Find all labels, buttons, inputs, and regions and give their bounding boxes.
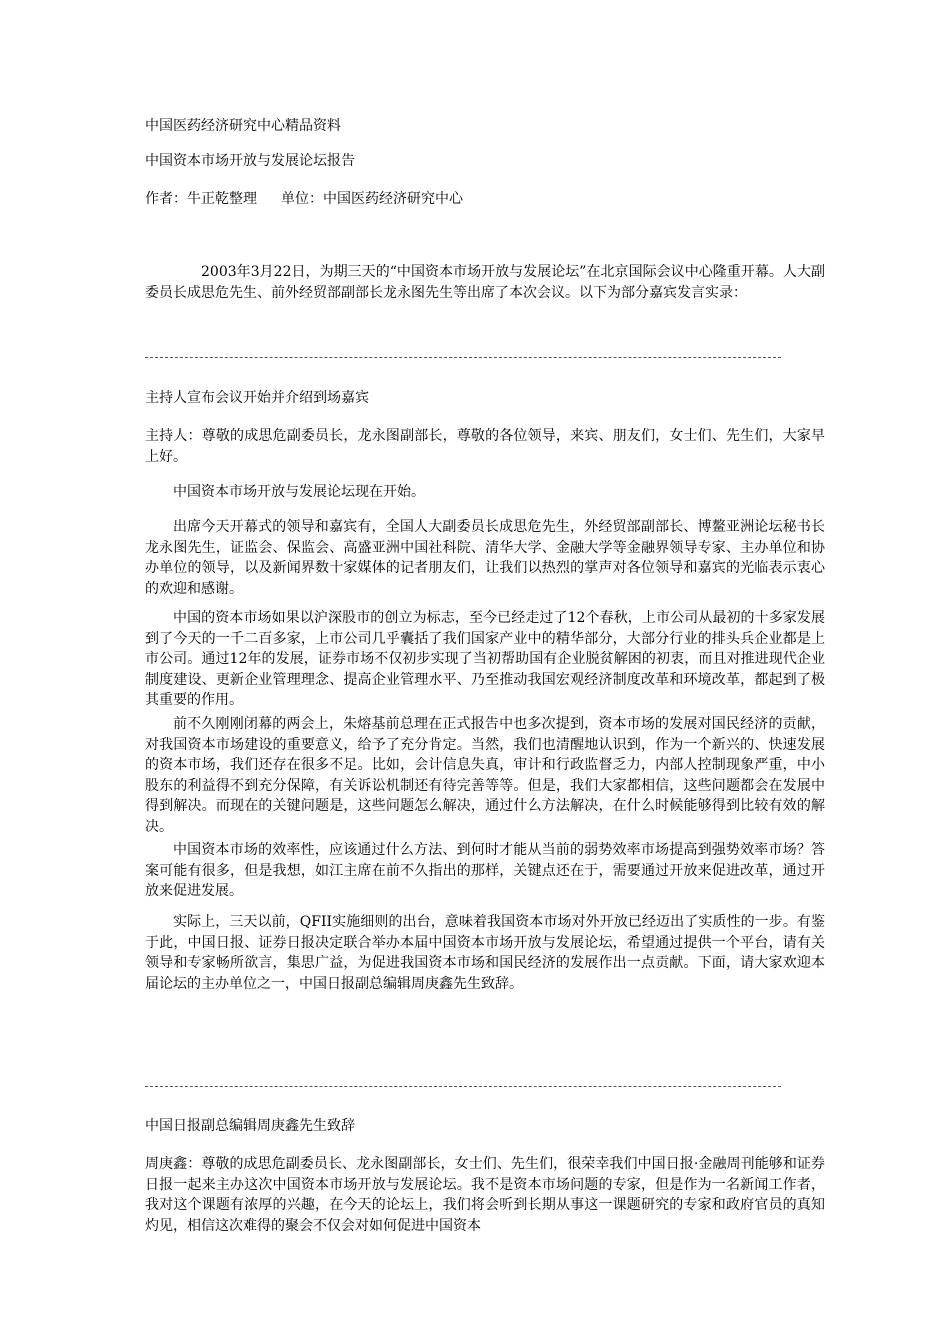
paragraph: 前不久刚刚闭幕的两会上，朱熔基前总理在正式报告中也多次提到，资本市场的发展对国民经济的贡献，对我国资本市场建设的重要意义，给予了充分肯定。当然，我们也清醒地认识到，作为一个新兴的、快速发展的资本市场，我们还存在很多不足。比如，会计信息失真，审计和行政监督乏力，内部人控制现象严重，中小股东的利益得不到充分保障，有关诉讼机制还有待完善等等。但是，我们大家都相信，这些问题都会在发展中得到解决。而现在的关键问题是，这些问题怎么解决，通过什么方法解决，在什么时候能够得到比较有效的解决。	[145, 716, 825, 835]
paragraph: 中国的资本市场如果以沪深股市的创立为标志，至今已经走过了12个春秋，上市公司从最初的十多家发展到了今天的一千二百多家，上市公司几乎囊括了我们国家产业中的精华部分，大部分行业的排头兵企业都是上市公司。通过12年的发展，证券市场不仅初步实现了当初帮助国有企业脱贫解困的初衷，而且对推进现代企业制度建设、更新企业管理理念、提高企业管理水平、乃至推动我国宏观经济制度改革和环境改革，都起到了极其重要的作用。	[145, 610, 825, 708]
author-unit: 单位：中国医药经济研究中心	[281, 191, 463, 207]
report-title: 中国资本市场开放与发展论坛报告	[145, 153, 355, 169]
paragraph: 中国资本市场的效率性，应该通过什么方法、到何时才能从当前的弱势效率市场提高到强势效率市场？答案可能有很多，但是我想，如江主席在前不久指出的那样，关键点还在于，需要通过开放来促进改革，通过开放来促进发展。	[145, 842, 825, 899]
host-opening: 主持人：尊敬的成思危副委员长，龙永图副部长，尊敬的各位领导，来宾、朋友们，女士们、先生们，大家早上好。	[145, 428, 825, 465]
author-line	[145, 189, 463, 210]
section-divider	[145, 1086, 781, 1087]
section1-heading: 主持人宣布会议开始并介绍到场嘉宾	[145, 390, 369, 406]
author-name: 作者：牛正乾整理	[145, 191, 257, 207]
paragraph: 中国资本市场开放与发展论坛现在开始。	[173, 484, 425, 500]
paragraph: 实际上，三天以前，QFII实施细则的出台，意味着我国资本市场对外开放已经迈出了实质性的一步。有鉴于此，中国日报、证券日报决定联合举办本届中国资本市场开放与发展论坛，希望通过提供一个平台，请有关领导和专家畅所欲言，集思广益，为促进我国资本市场和国民经济的发展作出一点贡献。下面，请大家欢迎本届论坛的主办单位之一，中国日报副总编辑周庚鑫先生致辞。	[145, 914, 825, 992]
speech-opening: 周庚鑫：尊敬的成思危副委员长、龙永图副部长，女士们、先生们，很荣幸我们中国日报·金融周刊能够和证券日报一起来主办这次中国资本市场开放与发展论坛。我不是资本市场问题的专家，但是作为一名新闻工作者，我对这个课题有浓厚的兴趣，在今天的论坛上，我们将会听到长期从事这一课题研究的专家和政府官员的真知灼见，相信这次难得的聚会不仅会对如何促进中国资本	[145, 1156, 825, 1234]
intro-paragraph: 2003年3月22日，为期三天的“中国资本市场开放与发展论坛”在北京国际会议中心隆重开幕。人大副委员长成思危先生、前外经贸部副部长龙永图先生等出席了本次会议。以下为部分嘉宾发言实录：	[145, 264, 825, 301]
section-divider	[145, 357, 781, 358]
section2-heading: 中国日报副总编辑周庚鑫先生致辞	[145, 1118, 355, 1134]
paragraph: 出席今天开幕式的领导和嘉宾有，全国人大副委员长成思危先生，外经贸部副部长、博鳌亚洲论坛秘书长龙永图先生，证监会、保监会、高盛亚洲中国社科院、清华大学、金融大学等金融界领导专家、主办单位和协办单位的领导，以及新闻界数十家媒体的记者朋友们，让我们以热烈的掌声对各位领导和嘉宾的光临表示衷心的欢迎和感谢。	[145, 519, 825, 597]
source-label: 中国医药经济研究中心精品资料	[145, 118, 341, 134]
